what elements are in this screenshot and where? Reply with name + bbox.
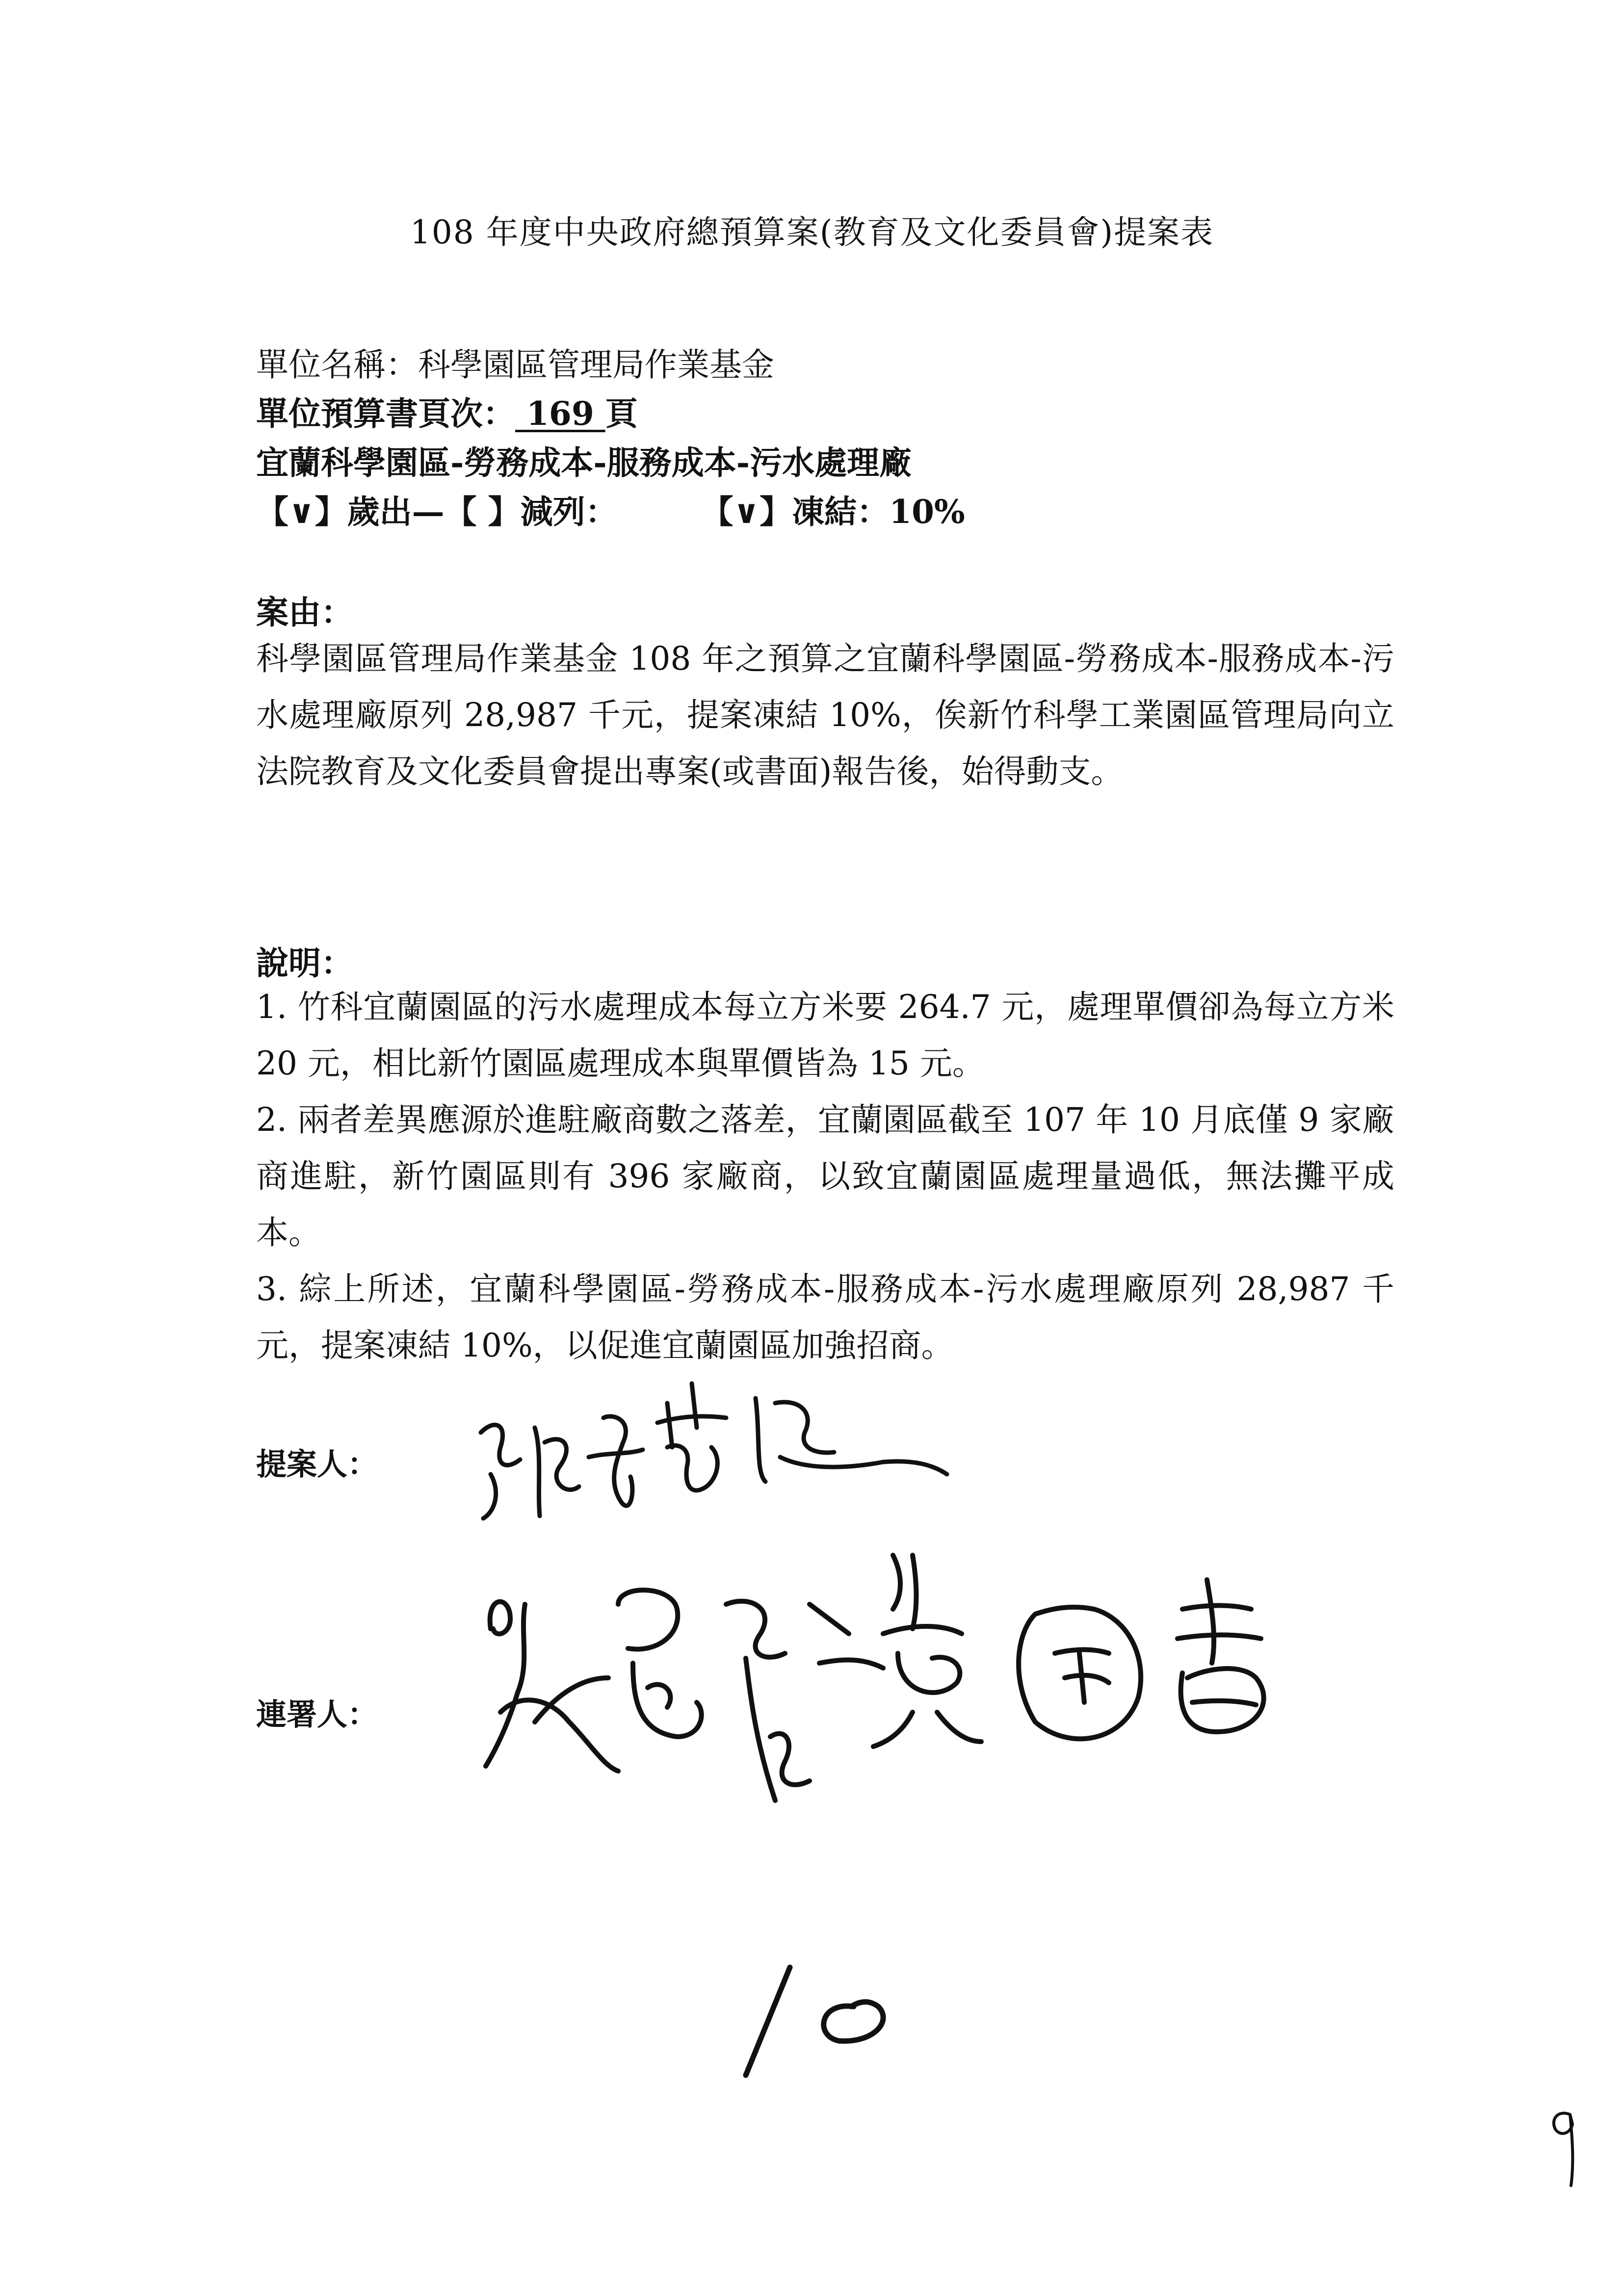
proposer-signature	[461, 1369, 976, 1531]
budget-page-label: 單位預算書頁次：	[256, 394, 515, 433]
budget-page-line	[256, 388, 638, 434]
explanation-item-1: 1. 竹科宜蘭園區的污水處理成本每立方米要 264.7 元，處理單價卻為每立方米 20 元，相比新竹園區處理成本與單價皆為 15 元。	[256, 988, 1394, 1082]
option-expenditure: 【∨】歲出—	[256, 493, 445, 531]
option-cut: 【 】減列：	[444, 493, 618, 531]
cosigner-label: 連署人：	[256, 1696, 378, 1732]
budget-page-number: 169	[526, 394, 594, 433]
case-heading: 案由：	[256, 593, 353, 631]
explanation-item-2: 2. 兩者差異應源於進駐廠商數之落差，宜蘭園區截至 107 年 10 月底僅 9 家廠商進駐，新竹園區則有 396 家廠商，以致宜蘭園區處理量過低，無法攤平成本。	[256, 1101, 1394, 1252]
explanation-heading: 說明：	[256, 944, 353, 982]
page-title: 108 年度中央政府總預算案(教育及文化委員會)提案表	[410, 213, 1214, 251]
budget-item: 宜蘭科學園區-勞務成本-服務成本-污水處理廠	[256, 444, 912, 482]
options-line	[256, 486, 965, 532]
unit-name: 單位名稱：科學園區管理局作業基金	[256, 346, 774, 384]
proposer-label: 提案人：	[256, 1446, 378, 1482]
option-freeze: 【∨】凍結：10%	[701, 493, 965, 531]
cosigner-signature	[471, 1536, 1354, 1850]
page-corner-mark	[1541, 2100, 1590, 2198]
case-body: 科學園區管理局作業基金 108 年之預算之宜蘭科學園區-勞務成本-服務成本-污水處理廠原列 28,987 千元，提案凍結 10%，俟新竹科學工業園區管理局向立法院教育及文化委員會提出專案(或書面)報告後，始得動支。	[256, 640, 1394, 790]
explanation-item-3: 3. 綜上所述，宜蘭科學園區-勞務成本-服務成本-污水處理廠原列 28,987 千元，提案凍結 10%，以促進宜蘭園區加強招商。	[256, 1270, 1394, 1364]
budget-page-suffix: 頁	[605, 394, 638, 433]
handwritten-number	[726, 1953, 913, 2090]
